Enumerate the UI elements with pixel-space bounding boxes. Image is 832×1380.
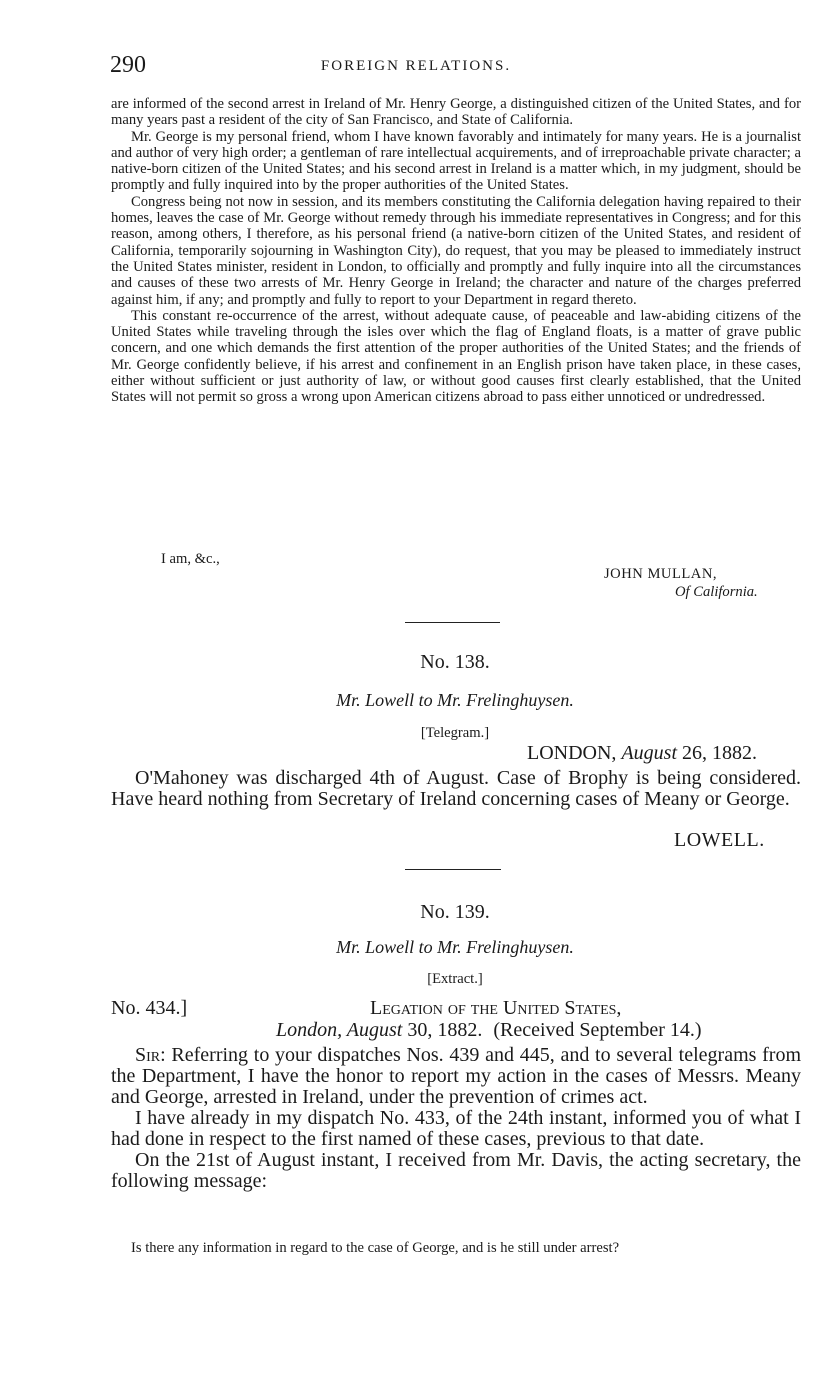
document-number: No. 138. — [420, 651, 490, 673]
letter-continued-body — [111, 96, 801, 406]
paragraph: O'Mahoney was discharged 4th of August. Case of Brophy is being considered. Have heard nothing from Secretary of Ireland concerning cases of Meany or George. — [111, 767, 801, 810]
paragraph: Congress being not now in session, and its members constituting the California delegation having repaired to their homes, leaves the case of Mr. George without remedy through his immediate representatives in Congress; and for this reason, among others, I therefore, as his personal friend (a native-born citizen of the United States, and resident of California, temporarily sojourning in Washington City), do request, that you may be pleased to immediately instruct the United States minister, resident in London, to officially and promptly and fully inquire into all the circumstances and causes of these two arrests of Mr. Henry George in Ireland; the character and nature of the charges preferred against him, if any; and promptly and fully to report to your Department in regard thereto. — [111, 193, 801, 308]
salutation: Sir: — [135, 1044, 166, 1066]
paragraph: On the 21st of August instant, I received from Mr. Davis, the acting secretary, the following message: — [111, 1149, 801, 1192]
dateline — [276, 1020, 702, 1041]
section-divider — [405, 869, 501, 870]
running-title: FOREIGN RELATIONS. — [320, 58, 512, 74]
closing: I am, &c., — [161, 551, 220, 567]
dateline-date: 30, 1882. — [407, 1019, 483, 1041]
signature-title: Of California. — [675, 584, 758, 600]
paragraph: are informed of the second arrest in Ireland of Mr. Henry George, a distinguished citizen of the United States, and for many years past a resident of the city of San Francisco, and State of California. — [111, 96, 801, 129]
dateline — [527, 743, 757, 764]
dispatch-number: No. 434.] — [111, 997, 188, 1019]
telegram-body — [111, 768, 801, 810]
received-note: (Received September 14.) — [493, 1019, 702, 1041]
signature: JOHN MULLAN, — [604, 566, 718, 582]
paragraph-text: Referring to your dispatches Nos. 439 and 445, and to several telegrams from the Department, I have the honor to report my action in the cases of Messrs. Meany and George, arrested in Ireland, under the prevention of crimes act. — [111, 1044, 802, 1108]
legation-line: Legation of the United States, — [370, 997, 622, 1019]
paragraph: Is there any information in regard to the case of George, and is he still under arrest? — [131, 1240, 620, 1256]
telegram-signature: LOWELL. — [674, 829, 765, 851]
document-heading: Mr. Lowell to Mr. Frelinghuysen. — [336, 690, 574, 710]
dispatch-body — [111, 1045, 801, 1192]
document-type: [Extract.] — [427, 971, 483, 987]
page-number: 290 — [110, 52, 146, 78]
dateline-rest: 26, 1882. — [682, 742, 757, 764]
paragraph: Mr. George is my personal friend, whom I have known favorably and intimately for many years. He is a journalist and author of very high order; a gentleman of rare intellectual acquirements, and of irreproachable private character; a native-born citizen of the United States; and his second arrest in Ireland is a matter which, in my judgment, should be promptly and fully inquired into by the proper authorities of the United States. — [111, 128, 801, 194]
section-divider — [405, 622, 500, 623]
dateline-place: London, August — [276, 1019, 403, 1041]
document-number: No. 139. — [420, 901, 490, 923]
dateline-month: August — [621, 742, 677, 764]
document-heading: Mr. Lowell to Mr. Frelinghuysen. — [336, 937, 574, 957]
document-type: [Telegram.] — [420, 725, 490, 741]
quoted-message — [111, 1240, 801, 1256]
paragraph — [111, 1045, 801, 1108]
paragraph: This constant re-occurrence of the arrest, without adequate cause, of peaceable and law-abiding citizens of the United States while traveling through the isles over which the flag of England floats, is a matter of grave public concern, and one which demands the first attention of the proper authorities of the United States; and the friends of Mr. George confidently believe, if his arrest and confinement in an English prison have taken place, in these cases, either without sufficient or just authority of law, or without good causes first clearly established, that the United States will not permit so gross a wrong upon American citizens abroad to pass either unnoticed or undredressed. — [111, 307, 801, 406]
paragraph: I have already in my dispatch No. 433, of the 24th instant, informed you of what I had done in respect to the first named of these cases, previous to that date. — [111, 1107, 801, 1150]
dateline-place: LONDON, — [527, 742, 617, 764]
